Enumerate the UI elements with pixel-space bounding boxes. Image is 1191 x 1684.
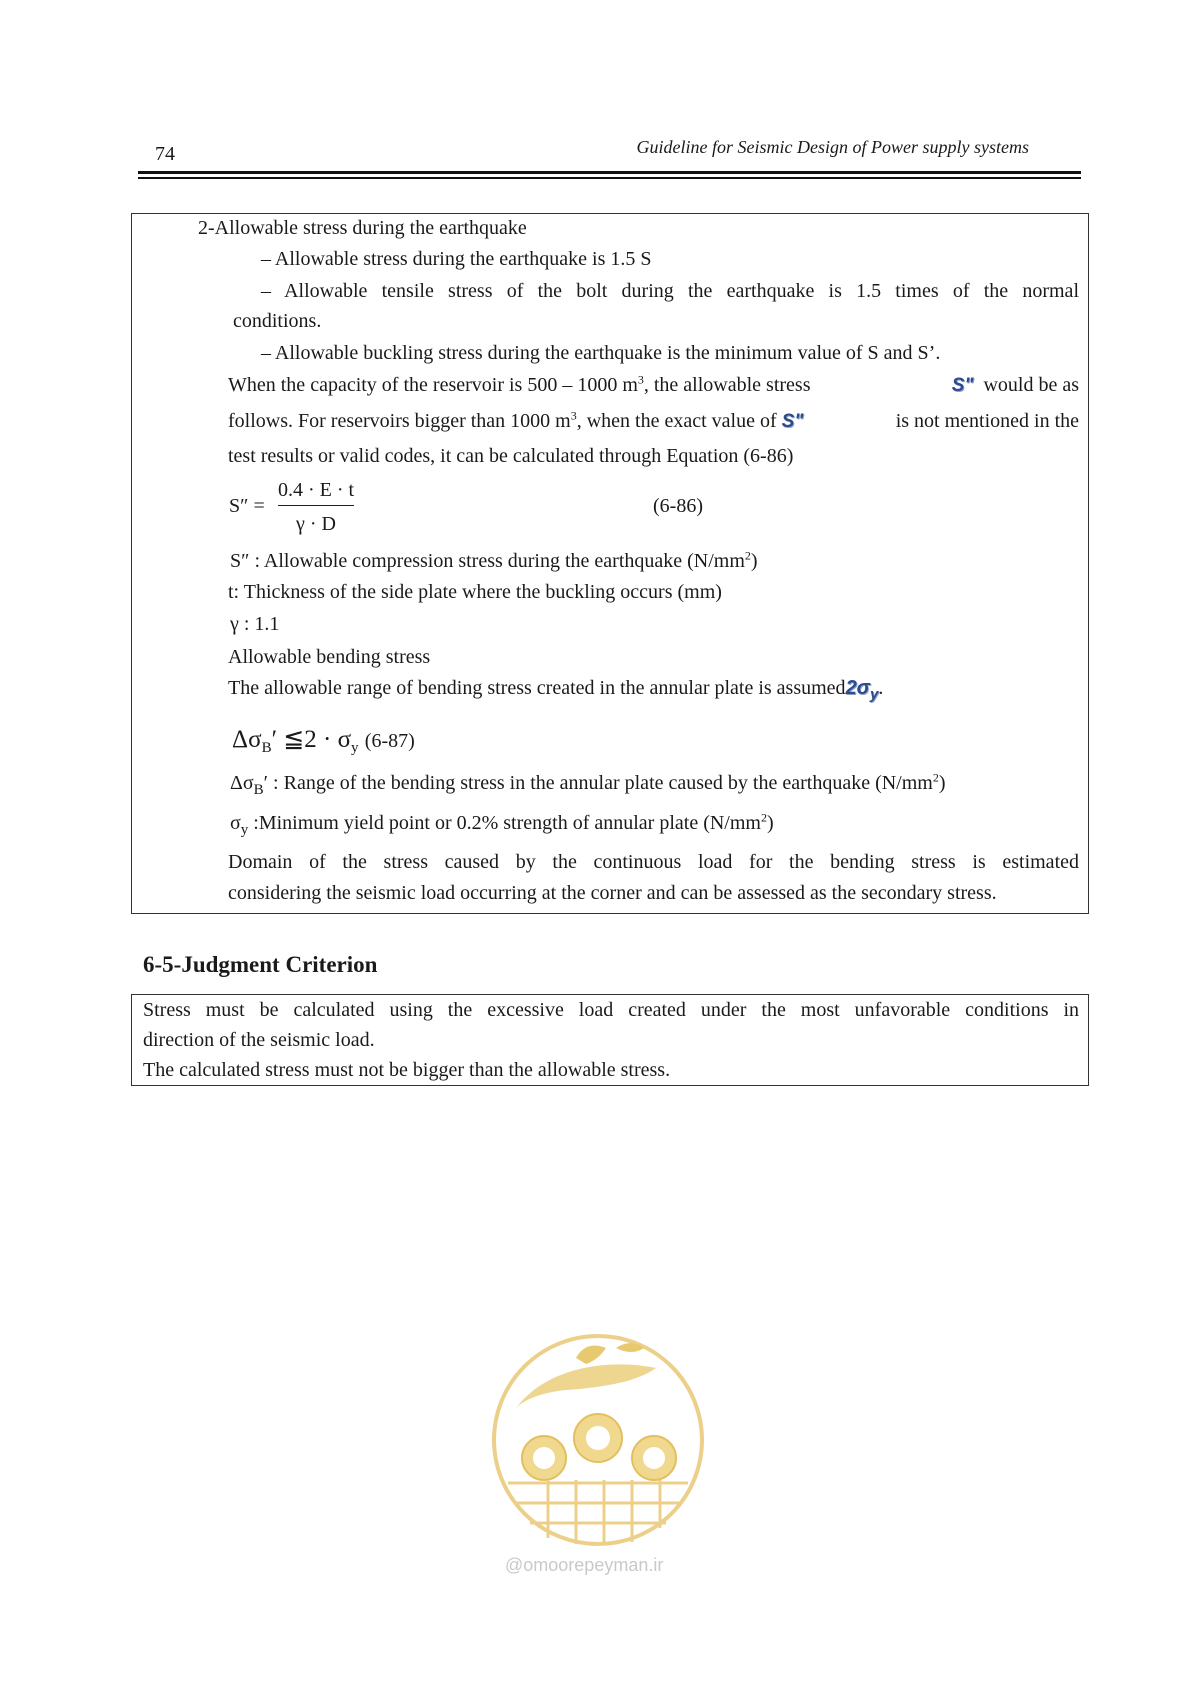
equation-denominator: γ · D xyxy=(296,513,336,535)
paragraph-line: The allowable range of bending stress created in the annular plate is $assumed2\sigma_y$. xyxy=(228,676,883,707)
equation-lhs: S″ = xyxy=(229,495,265,517)
definition-line: γ : 1.1 xyxy=(230,613,280,635)
watermark-site: @omoorepeyman.ir xyxy=(505,1555,664,1575)
definition-line: $\Delta\sigma_B'$ : Range of the bending stress in the annular plate caused by the earthquake $(N/mm^2)$ xyxy=(230,770,946,798)
paragraph-line xyxy=(228,409,1079,434)
page-number: 74 xyxy=(155,143,175,165)
list-item: – Allowable tensile stress of the bolt during the earthquake is 1.5 times of the normal xyxy=(261,280,1079,302)
list-item: – Allowable buckling stress during the earthquake is the minimum value of S and S’. xyxy=(261,342,941,364)
equation-number: (6-87) xyxy=(364,730,415,752)
paragraph-text: follows. For reservoirs bigger than 1000 $m^3$, when the exact value of S" xyxy=(228,408,804,432)
symbol-s-double-prime: S" xyxy=(781,411,804,432)
paragraph-line xyxy=(228,373,1079,398)
section-heading: 6-5-Judgment Criterion xyxy=(143,952,378,977)
paragraph-line: direction of the seismic load. xyxy=(143,1029,375,1051)
paragraph-text: S" would be as xyxy=(951,374,1079,396)
box-heading: 2-Allowable stress during the earthquake xyxy=(198,217,527,239)
paragraph-text: is not mentioned in the xyxy=(895,410,1079,432)
equation-6-87: $\Delta\sigma_B'$ ≦2 · $\sigma_y$ (6-87) xyxy=(232,726,415,756)
list-item: – Allowable stress during the earthquake is 1.5 S xyxy=(261,248,652,270)
paragraph-line: considering the seismic load occurring at the corner and can be assessed as the secondary stress. xyxy=(228,882,997,904)
symbol-2-sigma-y: $2\sigma_y$ xyxy=(845,677,879,703)
running-title: Guideline for Seismic Design of Power supply systems xyxy=(636,137,1029,157)
equation-number: (6-86) xyxy=(653,495,703,517)
subheading: Allowable bending stress xyxy=(228,646,431,668)
paragraph-line: The calculated stress must not be bigger than the allowable stress. xyxy=(143,1059,671,1081)
paragraph-line: Stress must be calculated using the excessive load created under the most unfavorable conditions in xyxy=(143,999,1079,1021)
paragraph-line: test results or valid codes, it can be calculated through Equation (6-86) xyxy=(228,445,794,467)
header-rule-thick xyxy=(138,171,1081,174)
definition-line: t: Thickness of the side plate where the buckling occurs (mm) xyxy=(228,581,722,603)
paragraph-text: When the capacity of the reservoir is 500 – 1000 $m^3$, the allowable stress xyxy=(228,372,811,396)
fraction-bar xyxy=(278,505,354,506)
list-item-continuation: conditions. xyxy=(233,310,322,332)
paragraph-line: Domain of the stress caused by the continuous load for the bending stress is estimated xyxy=(228,851,1079,873)
definition-line: $\sigma_y$ :Minimum yield point or 0.2% strength of annular plate $(N/mm^2)$ xyxy=(230,810,774,838)
symbol-s-double-prime: S" xyxy=(951,375,974,396)
definition-line: S″ : Allowable compression stress during the earthquake $(N/mm^2)$ xyxy=(230,548,758,572)
equation-numerator: 0.4 · E · t xyxy=(278,479,355,501)
watermark-emblem-icon xyxy=(486,1328,710,1572)
header-rule-thin xyxy=(138,177,1081,179)
watermark-logo xyxy=(486,1328,710,1572)
